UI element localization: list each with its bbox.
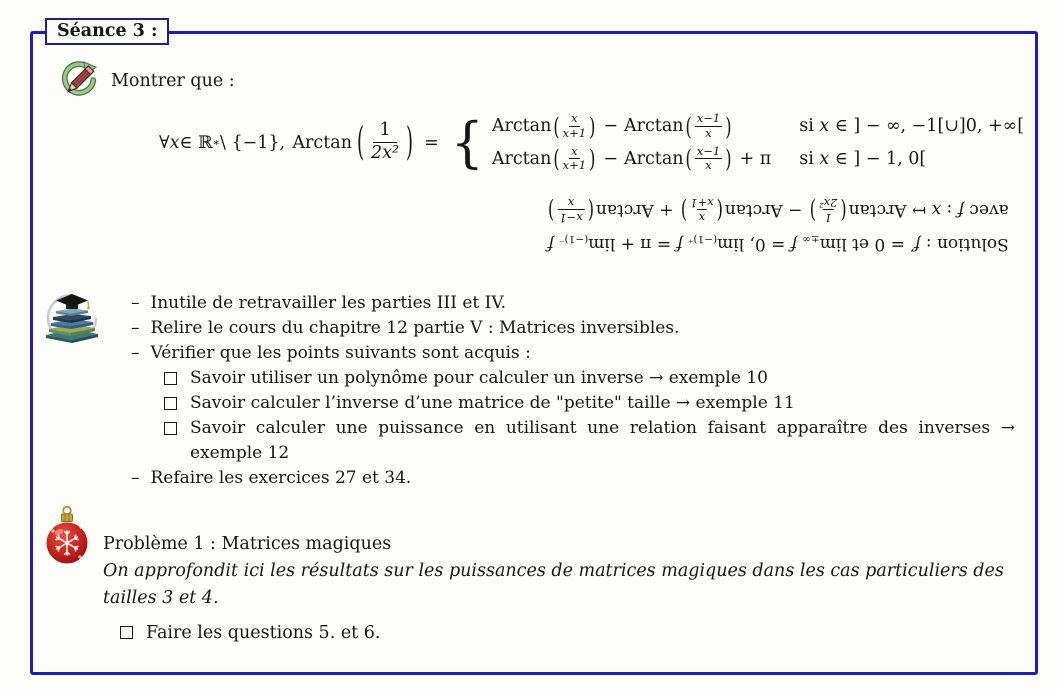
- minus-operator: −: [603, 116, 618, 137]
- paren-left: (: [356, 120, 364, 166]
- paren-left: (: [553, 112, 560, 141]
- upside-down-solution: [546, 193, 1009, 261]
- solution-area: [33, 193, 1009, 261]
- christmas-ornament-icon: [46, 505, 88, 567]
- checkbox-icon: [164, 397, 177, 410]
- arctan-label: Arctan: [624, 116, 684, 137]
- solution-line-2: avec f : x ↦ Arctan( 1 2x² ) − Arctan( x x+1 ) + Arctan( x−1 x ): [548, 196, 1009, 226]
- checklist-item-text: Savoir utiliser un polynôme pour calculer un inverse → exemple 10: [190, 368, 768, 389]
- checklist-item: [164, 416, 1015, 466]
- checkbox-icon: [164, 422, 177, 435]
- fraction: x−1 x: [696, 143, 721, 173]
- formula-setminus: \ {−1},: [219, 132, 286, 153]
- exercise-prompt: Montrer que :: [111, 71, 235, 91]
- dash-marker: –: [131, 343, 140, 364]
- fraction: x−1 x: [696, 111, 721, 140]
- checklist-item: [164, 366, 1015, 391]
- checklist-item: [164, 391, 1015, 416]
- formula-var: x: [169, 132, 180, 153]
- paren-right: ): [589, 144, 596, 174]
- solution-line-1: Solution : f′ = 0 et $\lim_{\pm\infty}f = 0$, $\lim_{(-1)^+}f = \pi + \lim_{(-1)^-}f$: [547, 233, 1009, 255]
- fraction-numerator: 1: [373, 120, 396, 143]
- arctan-label: Arctan: [491, 148, 552, 169]
- case-1-expression: [492, 112, 771, 141]
- checklist-item-text: Savoir calculer une puissance en utilisant une relation faisant apparaître des inverses → exemple 12: [190, 418, 1015, 464]
- review-list: [131, 291, 1035, 491]
- list-item-text: Relire le cours du chapitre 12 partie V : Matrices inversibles.: [150, 318, 680, 339]
- exercise-header: [57, 60, 1035, 102]
- formula: ∀ x ∈ ℝ ∗ \ {−1}, Arctan ( $\frac{1}{\text{2x²}}$ ) = { Arctan ( x x+1 ) − Arctan ( x−1 x ) si x ∈ ] − ∞, −1[∪]0, +∞[ Arctan ( x x+1 ) − Arctan ( x−1 x ) + π si x ∈ ] − 1, 0[: [159, 111, 1025, 175]
- list-item: [131, 316, 1015, 341]
- problem-task-text: Faire les questions 5. et 6.: [146, 623, 381, 644]
- pencil-refresh-icon: [57, 60, 99, 102]
- seance-title: Séance 3 :: [45, 18, 169, 45]
- formula-in-r: ∈ ℝ: [179, 132, 213, 153]
- formula-equals: =: [424, 132, 439, 153]
- problem-section: [33, 505, 1035, 647]
- list-item: [131, 291, 1015, 316]
- case-2-expression: [492, 145, 771, 174]
- list-item: [131, 466, 1015, 491]
- fraction: x x+1: [562, 111, 587, 140]
- problem-title: Problème 1 : Matrices magiques: [103, 534, 392, 555]
- skills-checklist: [164, 366, 1015, 466]
- fraction-denominator: 2x²: [371, 143, 400, 164]
- plus-pi: + π: [739, 148, 772, 169]
- paren-left: (: [553, 144, 560, 174]
- problem-body: [103, 505, 1035, 647]
- checkbox-icon: [164, 372, 177, 385]
- dash-marker: –: [131, 318, 140, 339]
- seance-frame: [30, 21, 1038, 675]
- paren-right: ): [406, 120, 414, 166]
- list-item-text: Refaire les exercices 27 et 34.: [150, 468, 412, 489]
- problem-task: [120, 620, 1007, 647]
- paren-left: (: [685, 112, 692, 141]
- arctan-label: Arctan: [491, 116, 552, 137]
- list-item: [131, 341, 1015, 366]
- paren-right: ): [725, 112, 732, 141]
- review-section: [33, 291, 1035, 491]
- books-graduation-icon: [43, 291, 101, 345]
- dash-marker: –: [131, 468, 140, 489]
- arctan-label: Arctan: [624, 148, 684, 169]
- formula-arctan: Arctan: [292, 132, 352, 153]
- dash-marker: –: [131, 293, 140, 314]
- checkbox-icon: [120, 626, 133, 639]
- paren-right: ): [725, 144, 732, 174]
- minus-operator: −: [603, 148, 618, 169]
- list-item-text: Inutile de retravailler les parties III et IV.: [150, 293, 507, 314]
- checklist-item-text: Savoir calculer l’inverse d’une matrice de "petite" taille → exemple 11: [190, 393, 795, 414]
- list-item-text: Vérifier que les points suivants sont acquis :: [150, 343, 531, 364]
- case-2-condition: si x ∈ ] − 1, 0[: [799, 148, 927, 169]
- paren-left: (: [685, 144, 692, 174]
- fraction: x x+1: [562, 143, 587, 173]
- case-1-condition: si x ∈ ] − ∞, −1[∪]0, +∞[: [799, 116, 1025, 137]
- problem-description: On approfondit ici les résultats sur les puissances de matrices magiques dans les cas particuliers des tailles 3 et 4.: [103, 561, 1004, 609]
- cases-brace: {: [450, 111, 484, 175]
- paren-right: ): [589, 112, 596, 141]
- formula-cases: [492, 112, 1024, 173]
- formula-forall: ∀: [159, 132, 170, 153]
- main-fraction: [369, 120, 401, 165]
